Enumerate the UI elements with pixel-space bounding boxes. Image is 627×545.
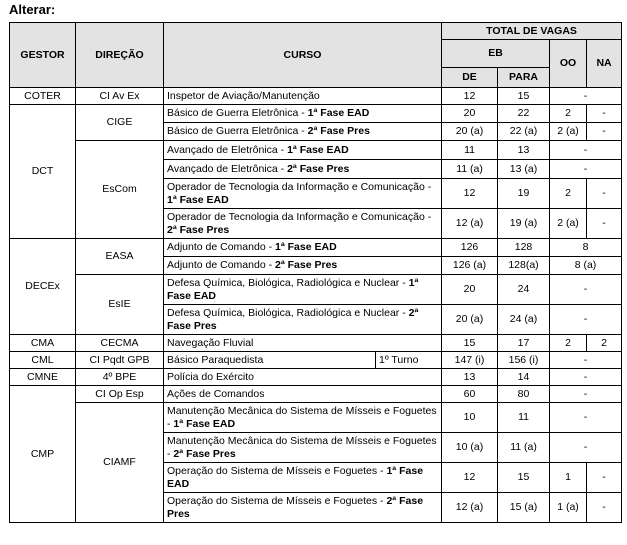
para-cell: 19 — [498, 179, 550, 209]
fase-label: 1ª Fase EAD — [167, 276, 419, 302]
header-direcao: DIREÇÃO — [76, 23, 164, 88]
table-row — [10, 105, 622, 123]
de-cell: 11 — [442, 141, 498, 160]
para-cell: 22 — [498, 105, 550, 123]
header-para: PARA — [498, 68, 550, 88]
direcao-cell: EASA — [76, 239, 164, 275]
curso-name: Adjunto de Comando - — [167, 259, 275, 271]
de-cell: 10 (a) — [442, 433, 498, 463]
fase-label: 2ª Fase Pres — [173, 447, 236, 460]
para-cell: 156 (i) — [498, 352, 550, 369]
curso-name: Básico de Guerra Eletrônica - — [167, 125, 308, 137]
header-curso: CURSO — [164, 23, 442, 88]
de-cell: 60 — [442, 386, 498, 403]
para-cell: 19 (a) — [498, 209, 550, 239]
na-cell: - — [587, 493, 622, 523]
fase-label: 2ª Fase Pres — [167, 306, 419, 332]
oo-cell: 2 — [550, 105, 587, 123]
curso-cell — [164, 433, 442, 463]
table-row — [10, 239, 622, 257]
gestor-cell: DECEx — [10, 239, 76, 335]
oo-na-cell: - — [550, 305, 622, 335]
curso-cell — [164, 403, 442, 433]
de-cell: 12 — [442, 88, 498, 105]
curso-cell — [164, 239, 442, 257]
header-na: NA — [587, 40, 622, 88]
fase-label: 1ª Fase EAD — [307, 107, 370, 119]
para-cell: 15 — [498, 463, 550, 493]
de-cell: 15 — [442, 335, 498, 352]
curso-name: Defesa Química, Biológica, Radiológica e Nuclear - — [167, 276, 409, 289]
curso-cell: Inspetor de Aviação/Manutenção — [164, 88, 442, 105]
gestor-cell: CML — [10, 352, 76, 369]
na-cell: - — [587, 463, 622, 493]
curso-cell: Polícia do Exército — [164, 369, 442, 386]
oo-na-cell: - — [550, 141, 622, 160]
direcao-cell: CI Op Esp — [76, 386, 164, 403]
de-cell: 126 (a) — [442, 257, 498, 275]
vacancies-table — [9, 22, 622, 523]
table-row — [10, 141, 622, 160]
direcao-cell: CI Av Ex — [76, 88, 164, 105]
fase-label: 2ª Fase Pres — [287, 162, 350, 175]
oo-na-cell: - — [550, 88, 622, 105]
para-cell: 15 (a) — [498, 493, 550, 523]
para-cell: 15 — [498, 88, 550, 105]
de-cell: 10 — [442, 403, 498, 433]
curso-name: Adjunto de Comando - — [167, 241, 275, 253]
para-cell: 17 — [498, 335, 550, 352]
fase-label: 2ª Fase Pres — [274, 259, 338, 271]
table-row — [10, 369, 622, 386]
de-cell: 12 — [442, 463, 498, 493]
curso-cell — [164, 305, 442, 335]
oo-na-cell: - — [550, 386, 622, 403]
de-cell: 20 — [442, 275, 498, 305]
na-cell: 2 — [587, 335, 622, 352]
de-cell: 13 — [442, 369, 498, 386]
oo-na-cell: - — [550, 352, 622, 369]
para-cell: 11 — [498, 403, 550, 433]
curso-name: Defesa Química, Biológica, Radiológica e Nuclear - — [167, 306, 409, 319]
fase-label: 1ª Fase EAD — [173, 417, 236, 430]
curso-cell — [164, 123, 442, 141]
curso-name: Operador de Tecnologia da Informação e Comunicação - — [167, 180, 432, 193]
fase-label: 1ª Fase EAD — [167, 193, 229, 206]
para-cell: 80 — [498, 386, 550, 403]
direcao-cell: EsIE — [76, 275, 164, 335]
oo-na-cell: 8 — [550, 239, 622, 257]
oo-na-cell: - — [550, 403, 622, 433]
curso-cell: Navegação Fluvial — [164, 335, 442, 352]
section-heading: Alterar: — [9, 2, 56, 17]
curso-name: Avançado de Eletrônica - — [167, 162, 288, 175]
curso-cell — [164, 463, 442, 493]
curso-name: Manutenção Mecânica do Sistema de Mísseis e Foguetes - — [167, 434, 437, 460]
oo-cell: 2 (a) — [550, 209, 587, 239]
oo-na-cell: 8 (a) — [550, 257, 622, 275]
curso-cell — [164, 141, 442, 160]
direcao-cell: CIAMF — [76, 403, 164, 523]
oo-cell: 1 (a) — [550, 493, 587, 523]
na-cell: - — [587, 105, 622, 123]
curso-name: Operador de Tecnologia da Informação e Comunicação - — [167, 210, 432, 223]
curso-cell — [164, 179, 442, 209]
de-cell: 11 (a) — [442, 160, 498, 179]
na-cell: - — [587, 179, 622, 209]
header-total-vagas: TOTAL DE VAGAS — [442, 23, 622, 40]
para-cell: 24 — [498, 275, 550, 305]
header-eb: EB — [442, 40, 550, 68]
na-cell: - — [587, 123, 622, 141]
para-cell: 24 (a) — [498, 305, 550, 335]
de-cell: 20 (a) — [442, 305, 498, 335]
curso-cell — [164, 257, 442, 275]
de-cell: 147 (i) — [442, 352, 498, 369]
fase-label: 1ª Fase EAD — [167, 464, 424, 490]
gestor-cell: DCT — [10, 105, 76, 239]
direcao-cell: 4º BPE — [76, 369, 164, 386]
para-cell: 11 (a) — [498, 433, 550, 463]
curso-name: Básico de Guerra Eletrônica - — [167, 107, 308, 119]
de-cell: 12 (a) — [442, 209, 498, 239]
na-cell: - — [587, 209, 622, 239]
curso-cell: Ações de Comandos — [164, 386, 442, 403]
para-cell: 128(a) — [498, 257, 550, 275]
table-row — [10, 335, 622, 352]
gestor-cell: COTER — [10, 88, 76, 105]
de-cell: 20 — [442, 105, 498, 123]
oo-na-cell: - — [550, 275, 622, 305]
table-row — [10, 88, 622, 105]
turno-cell: 1º Turno — [376, 352, 442, 369]
oo-na-cell: - — [550, 160, 622, 179]
oo-cell: 1 — [550, 463, 587, 493]
curso-cell: Básico Paraquedista — [164, 352, 376, 369]
direcao-cell: CIGE — [76, 105, 164, 141]
table-row — [10, 386, 622, 403]
fase-label: 2ª Fase Pres — [167, 494, 424, 520]
de-cell: 126 — [442, 239, 498, 257]
header-oo: OO — [550, 40, 587, 88]
oo-cell: 2 (a) — [550, 123, 587, 141]
para-cell: 14 — [498, 369, 550, 386]
para-cell: 13 (a) — [498, 160, 550, 179]
header-gestor: GESTOR — [10, 23, 76, 88]
curso-cell — [164, 209, 442, 239]
direcao-cell: EsCom — [76, 141, 164, 239]
gestor-cell: CMNE — [10, 369, 76, 386]
fase-label: 2ª Fase Pres — [307, 125, 370, 137]
curso-cell — [164, 493, 442, 523]
curso-cell — [164, 160, 442, 179]
para-cell: 13 — [498, 141, 550, 160]
oo-na-cell: - — [550, 369, 622, 386]
para-cell: 22 (a) — [498, 123, 550, 141]
fase-label: 2ª Fase Pres — [167, 223, 230, 236]
direcao-cell: CECMA — [76, 335, 164, 352]
direcao-cell: CI Pqdt GPB — [76, 352, 164, 369]
curso-cell — [164, 275, 442, 305]
de-cell: 12 (a) — [442, 493, 498, 523]
table-row — [10, 403, 622, 433]
header-de: DE — [442, 68, 498, 88]
gestor-cell: CMP — [10, 386, 76, 523]
gestor-cell: CMA — [10, 335, 76, 352]
para-cell: 128 — [498, 239, 550, 257]
table-row — [10, 352, 622, 369]
oo-cell: 2 — [550, 179, 587, 209]
oo-na-cell: - — [550, 433, 622, 463]
fase-label: 1ª Fase EAD — [287, 143, 349, 156]
curso-name: Operação do Sistema de Mísseis e Foguetes - — [167, 464, 387, 477]
oo-cell: 2 — [550, 335, 587, 352]
curso-name: Manutenção Mecânica do Sistema de Mísseis e Foguetes - — [167, 404, 437, 430]
de-cell: 12 — [442, 179, 498, 209]
de-cell: 20 (a) — [442, 123, 498, 141]
table-row — [10, 275, 622, 305]
fase-label: 1ª Fase EAD — [274, 241, 337, 253]
curso-cell — [164, 105, 442, 123]
curso-name: Avançado de Eletrônica - — [167, 143, 288, 156]
curso-name: Operação do Sistema de Mísseis e Foguetes - — [167, 494, 387, 507]
